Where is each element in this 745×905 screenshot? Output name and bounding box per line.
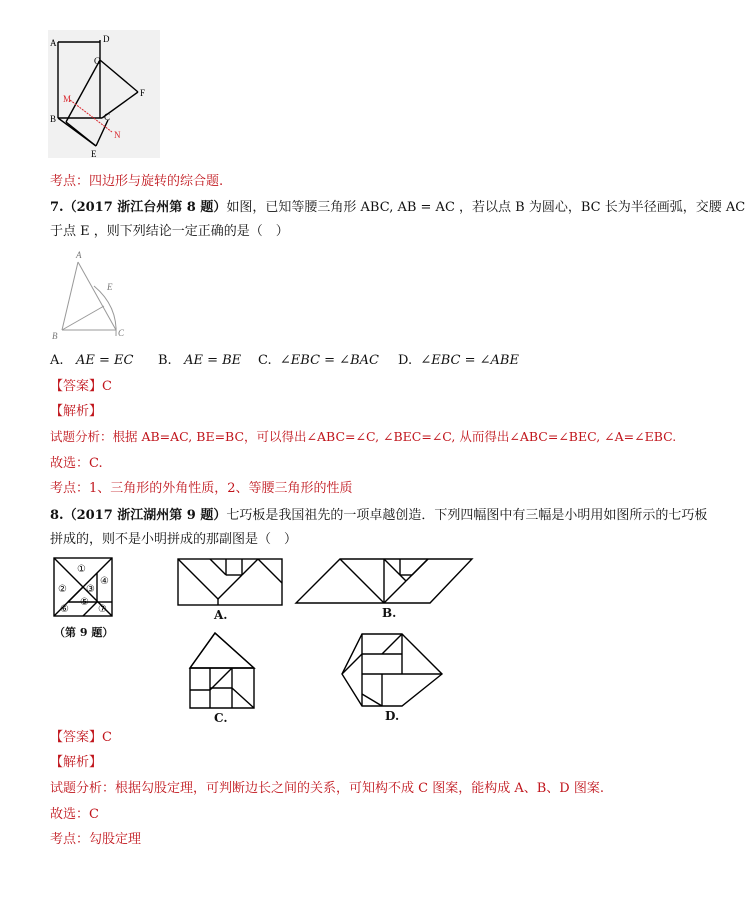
tangram-caption: （第 9 题） — [54, 626, 114, 639]
option-letter: B. — [158, 353, 172, 368]
caption-d: D. — [385, 709, 400, 723]
label-G: G — [94, 56, 101, 66]
label-A: A — [50, 38, 57, 48]
q8-source: （2017 浙江湖州第 9 题） — [63, 508, 227, 523]
q7-stem-text1: 如图，已知等腰三角形 ABC, AB = AC ，若以点 B 为圆心，BC 长为半径画弧，交腰 AC — [226, 200, 745, 215]
tangram-num-1: ① — [77, 564, 86, 575]
label-C: C — [104, 112, 111, 122]
label-B: B — [50, 114, 57, 124]
q7-kaodian: 考点：1、三角形的外角性质，2、等腰三角形的性质 — [50, 481, 353, 496]
q7-source: （2017 浙江台州第 8 题） — [63, 200, 227, 215]
label-N: N — [114, 130, 121, 140]
tangram-num-6: ⑥ — [60, 604, 69, 615]
q7-stem-line2: 于点 E ，则下列结论一定正确的是（ ） — [50, 224, 289, 239]
q8-choose: 故选：C — [50, 807, 99, 822]
q8-number: 8. — [50, 508, 64, 523]
caption-b: B. — [382, 606, 397, 620]
option-text: AE = EC — [75, 353, 134, 368]
option-text: AE = BE — [184, 353, 242, 368]
label-M: M — [63, 94, 72, 104]
q8-analysis: 试题分析：根据勾股定理，可判断边长之间的关系，可知构不成 C 图案，能构成 A、B、D 图案. — [50, 781, 604, 796]
q7-label-B: B — [52, 331, 58, 341]
q7-choose: 故选：C. — [50, 456, 103, 471]
q8-kaodian: 考点：勾股定理 — [50, 832, 142, 847]
tangram-num-5: ⑤ — [80, 597, 89, 608]
option-letter: A. — [50, 353, 64, 368]
q7-answer: 【答案】C — [50, 379, 112, 394]
tangram-num-3: ③ — [86, 584, 95, 595]
label-E: E — [91, 149, 97, 159]
q7-label-E: E — [107, 282, 113, 292]
option-text: ∠EBC = ∠ABE — [420, 353, 519, 368]
tangram-num-7: ⑦ — [98, 604, 107, 615]
option-text: ∠EBC = ∠BAC — [279, 353, 379, 368]
tangram-num-2: ② — [58, 584, 67, 595]
label-F: F — [140, 88, 146, 98]
q7-label-C: C — [118, 328, 125, 338]
q8-answer: 【答案】C — [50, 730, 112, 745]
caption-a: A. — [214, 608, 228, 622]
option-letter: C. — [258, 353, 272, 368]
option-letter: D. — [398, 353, 413, 368]
q8-stem-line2: 拼成的，则不是小明拼成的那副图是（ ） — [50, 532, 298, 547]
q6-kaodian: 考点：四边形与旋转的综合题. — [50, 174, 224, 189]
q7-analysis: 试题分析：根据 AB=AC, BE=BC，可以得出∠ABC=∠C, ∠BEC=∠C, 从而得出∠ABC=∠BEC, ∠A=∠EBC. — [50, 429, 677, 444]
q8-analysis-title: 【解析】 — [50, 755, 103, 770]
tangram-num-4: ④ — [100, 576, 109, 587]
q8-stem-text1: 七巧板是我国祖先的一项卓越创造．下列四幅图中有三幅是小明用如图所示的七巧板 — [226, 508, 708, 523]
q7-number: 7. — [50, 200, 64, 215]
q7-analysis-title: 【解析】 — [50, 404, 103, 419]
label-D: D — [103, 34, 110, 44]
caption-c: C. — [214, 711, 228, 725]
q7-label-A: A — [76, 250, 82, 260]
